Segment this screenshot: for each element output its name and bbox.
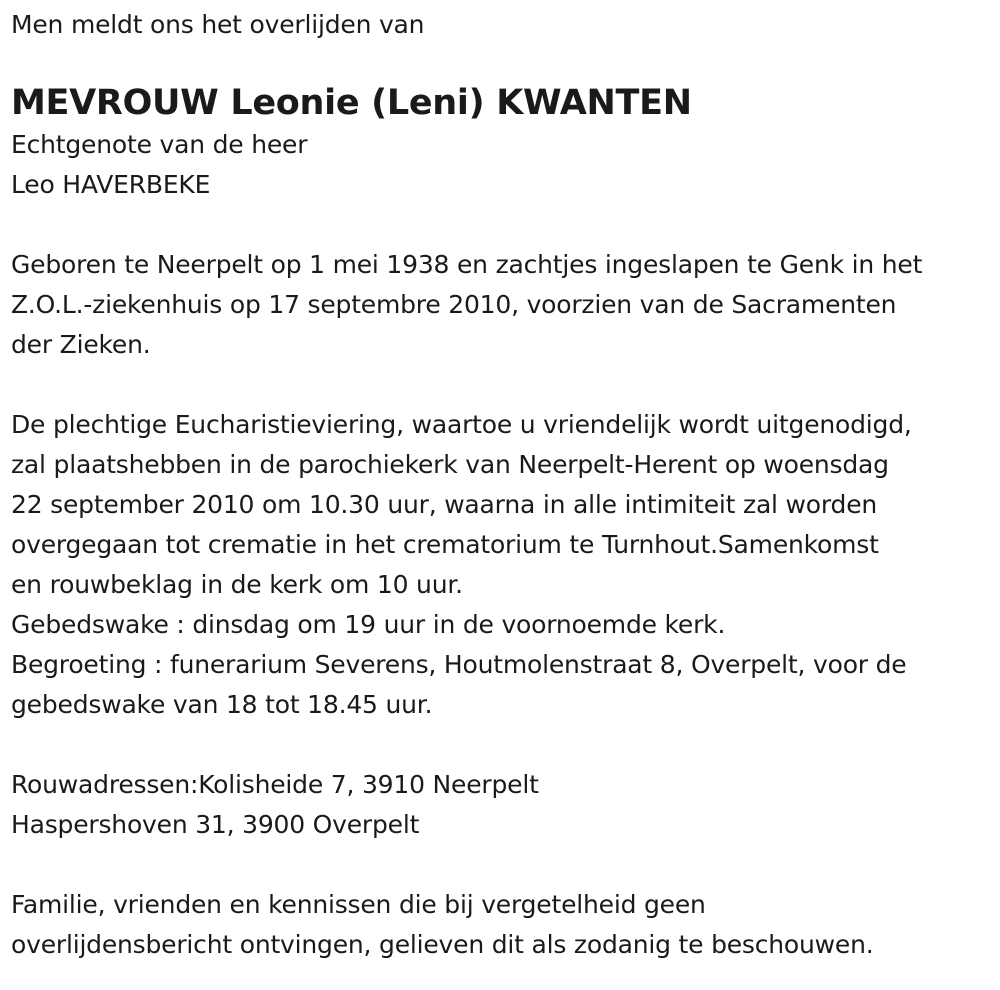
spouse-line: Echtgenote van de heer	[11, 130, 308, 159]
deceased-name: MEVROUW Leonie (Leni) KWANTEN	[11, 83, 692, 123]
paragraph-line: en rouwbeklag in de kerk om 10 uur.	[11, 570, 463, 599]
spacer	[11, 205, 996, 245]
paragraph-line: Z.O.L.-ziekenhuis op 17 septembre 2010, voorzien van de Sacramenten	[11, 290, 897, 319]
greeting-line: Begroeting : funerarium Severens, Houtmolenstraat 8, Overpelt, voor de	[11, 650, 907, 679]
spacer	[11, 845, 996, 885]
birth-death-paragraph	[11, 245, 996, 365]
ceremony-paragraph	[11, 405, 996, 725]
closing-paragraph	[11, 885, 996, 965]
paragraph-line: 22 september 2010 om 10.30 uur, waarna in alle intimiteit zal worden	[11, 490, 878, 519]
paragraph-line: der Zieken.	[11, 330, 151, 359]
obituary-notice	[11, 5, 996, 965]
spacer	[11, 365, 996, 405]
paragraph-line: Familie, vrienden en kennissen die bij vergetelheid geen	[11, 890, 706, 919]
spouse-block	[11, 125, 996, 205]
address-line: Rouwadressen:Kolisheide 7, 3910 Neerpelt	[11, 770, 539, 799]
paragraph-line: zal plaatshebben in de parochiekerk van Neerpelt-Herent op woensdag	[11, 450, 889, 479]
address-line: Haspershoven 31, 3900 Overpelt	[11, 810, 420, 839]
spacer	[11, 725, 996, 765]
addresses-block	[11, 765, 996, 845]
paragraph-line: gebedswake van 18 tot 18.45 uur.	[11, 690, 433, 719]
paragraph-line: Geboren te Neerpelt op 1 mei 1938 en zachtjes ingeslapen te Genk in het	[11, 250, 923, 279]
paragraph-line: overlijdensbericht ontvingen, gelieven dit als zodanig te beschouwen.	[11, 930, 874, 959]
intro-text: Men meldt ons het overlijden van	[11, 10, 425, 39]
paragraph-line: De plechtige Eucharistieviering, waartoe u vriendelijk wordt uitgenodigd,	[11, 410, 912, 439]
vigil-line: Gebedswake : dinsdag om 19 uur in de voornoemde kerk.	[11, 610, 726, 639]
paragraph-line: overgegaan tot crematie in het crematorium te Turnhout.Samenkomst	[11, 530, 879, 559]
spouse-name: Leo HAVERBEKE	[11, 170, 211, 199]
